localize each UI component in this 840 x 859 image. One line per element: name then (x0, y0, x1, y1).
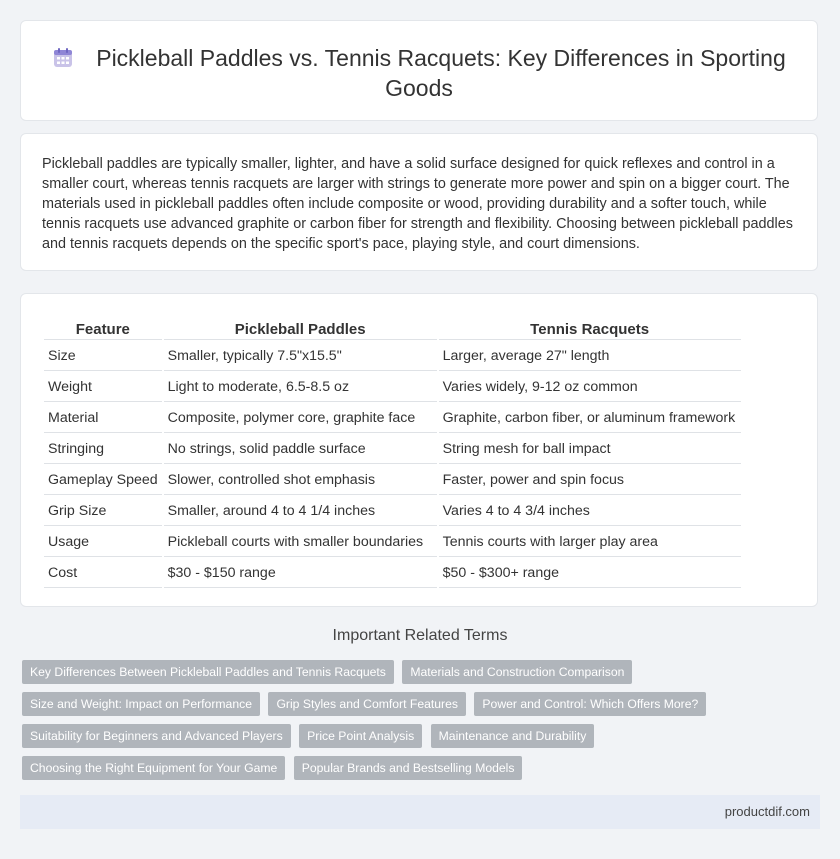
related-tag[interactable]: Power and Control: Which Offers More? (474, 692, 706, 716)
table-row (44, 342, 741, 371)
row-tennis: Tennis courts with larger play area (439, 528, 741, 557)
header-card (20, 20, 818, 121)
table-header-row (44, 317, 741, 340)
table-row (44, 497, 741, 526)
intro-card (20, 133, 818, 271)
related-terms-title: Important Related Terms (332, 627, 508, 644)
footer (20, 795, 820, 829)
table-row (44, 373, 741, 402)
row-tennis: Graphite, carbon fiber, or aluminum framework (439, 404, 741, 433)
row-pickleball: No strings, solid paddle surface (164, 435, 437, 464)
related-tag[interactable]: Price Point Analysis (299, 724, 422, 748)
row-tennis: Varies widely, 9-12 oz common (439, 373, 741, 402)
row-tennis: Varies 4 to 4 3/4 inches (439, 497, 741, 526)
header-pickleball: Pickleball Paddles (164, 317, 437, 340)
row-pickleball: Composite, polymer core, graphite face (164, 404, 437, 433)
related-tag[interactable]: Grip Styles and Comfort Features (268, 692, 466, 716)
comparison-table (42, 315, 743, 590)
row-feature: Cost (44, 559, 162, 588)
row-pickleball: Light to moderate, 6.5-8.5 oz (164, 373, 437, 402)
header-feature: Feature (44, 317, 162, 340)
page-title: Pickleball Paddles vs. Tennis Racquets: Key Differences in Sporting Goods (96, 45, 786, 101)
table-row (44, 528, 741, 557)
row-tennis: Faster, power and spin focus (439, 466, 741, 495)
related-tag[interactable]: Materials and Construction Comparison (402, 660, 632, 684)
table-row (44, 466, 741, 495)
table-row (44, 559, 741, 588)
related-tag[interactable]: Popular Brands and Bestselling Models (294, 756, 523, 780)
comparison-table-card (20, 293, 818, 607)
footer-brand[interactable]: productdif.com (724, 804, 810, 819)
page-title-wrap (21, 43, 817, 103)
related-tag[interactable]: Choosing the Right Equipment for Your Game (22, 756, 285, 780)
row-feature: Size (44, 342, 162, 371)
row-pickleball: Smaller, typically 7.5"x15.5" (164, 342, 437, 371)
related-terms-list (22, 660, 812, 788)
related-tag[interactable]: Maintenance and Durability (431, 724, 595, 748)
row-feature: Grip Size (44, 497, 162, 526)
row-pickleball: Slower, controlled shot emphasis (164, 466, 437, 495)
calendar-icon (52, 47, 74, 69)
row-tennis: String mesh for ball impact (439, 435, 741, 464)
row-tennis: Larger, average 27" length (439, 342, 741, 371)
row-feature: Material (44, 404, 162, 433)
header-tennis: Tennis Racquets (439, 317, 741, 340)
row-feature: Gameplay Speed (44, 466, 162, 495)
row-feature: Usage (44, 528, 162, 557)
row-feature: Weight (44, 373, 162, 402)
row-feature: Stringing (44, 435, 162, 464)
related-tag[interactable]: Size and Weight: Impact on Performance (22, 692, 260, 716)
intro-paragraph: Pickleball paddles are typically smaller, lighter, and have a solid surface designed for quick reflexes and control in a smaller court, whereas tennis racquets are larger with strings to generate more power and spin on a bigger court. The materials used in pickleball paddles often include composite or wood, providing durability and a softer touch, while tennis racquets use advanced graphite or carbon fiber for strength and flexibility. Choosing between pickleball paddles and tennis racquets depends on the specific sport's pace, playing style, and court dimensions. (42, 156, 793, 252)
row-pickleball: Smaller, around 4 to 4 1/4 inches (164, 497, 437, 526)
related-tag[interactable]: Suitability for Beginners and Advanced Players (22, 724, 291, 748)
related-tag[interactable]: Key Differences Between Pickleball Paddles and Tennis Racquets (22, 660, 394, 684)
table-row (44, 404, 741, 433)
row-pickleball: $30 - $150 range (164, 559, 437, 588)
table-row (44, 435, 741, 464)
row-tennis: $50 - $300+ range (439, 559, 741, 588)
row-pickleball: Pickleball courts with smaller boundaries (164, 528, 437, 557)
